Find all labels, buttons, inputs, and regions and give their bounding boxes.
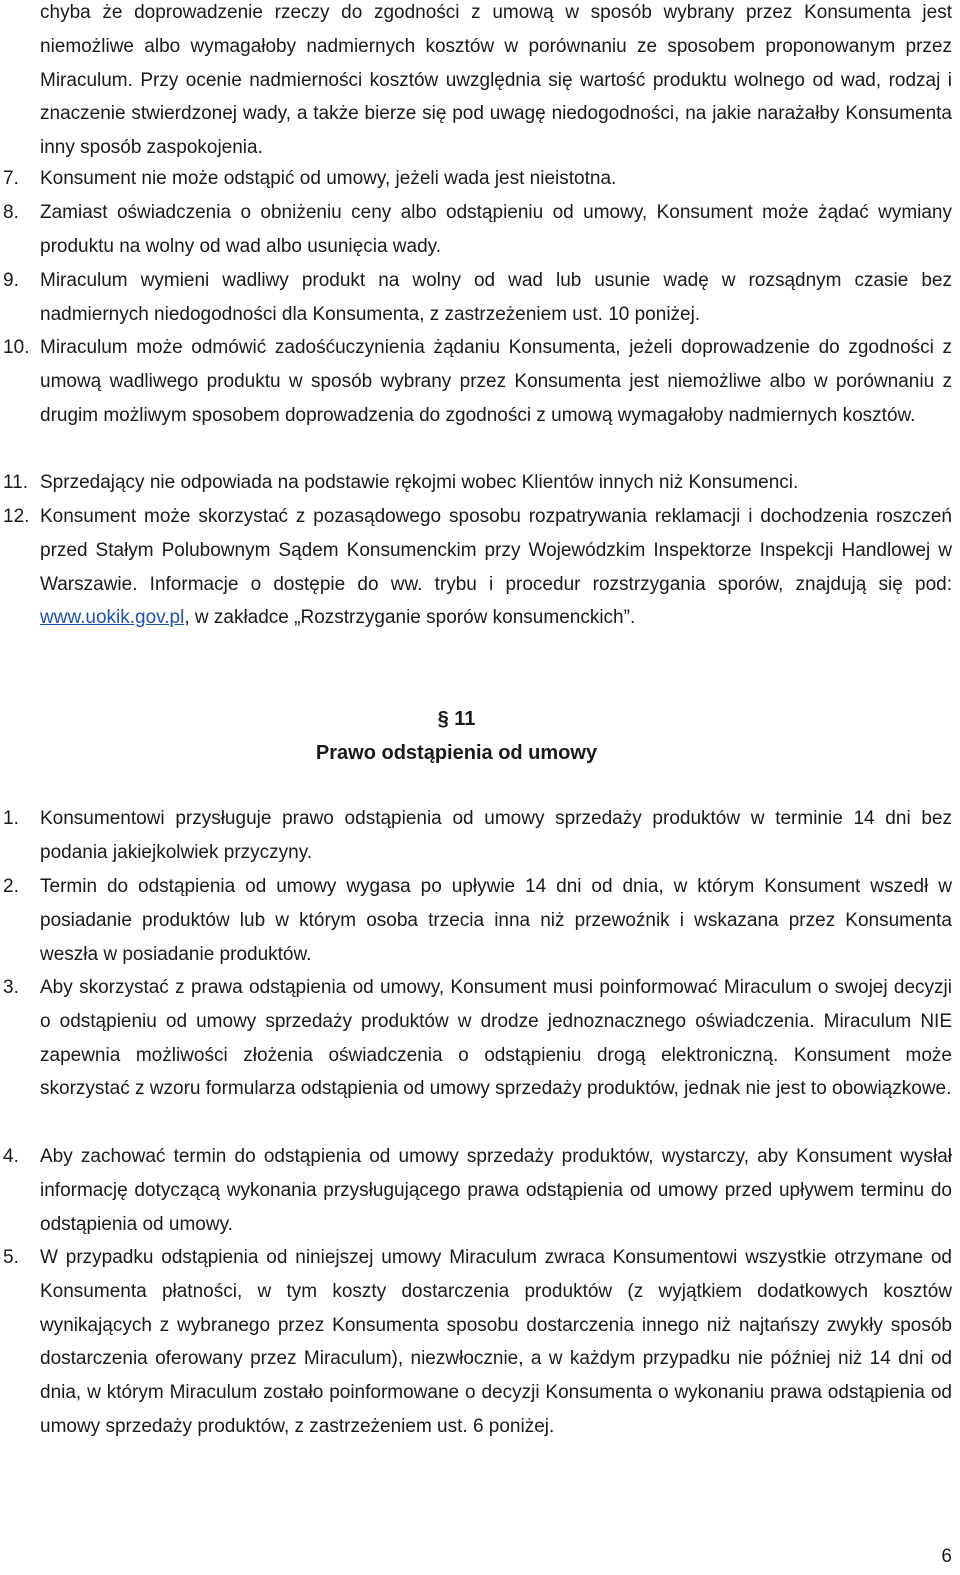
item-text: Sprzedający nie odpowiada na podstawie rękojmi wobec Klientów innych niż Konsumenci.	[40, 472, 799, 493]
item-number: 5.	[3, 1247, 19, 1268]
list-item-10	[0, 331, 952, 432]
page-number: 6	[941, 1546, 952, 1567]
item-text: Aby zachować termin do odstąpienia od umowy sprzedaży produktów, wystarczy, aby Konsument wysłał informację dotyczącą wykonania przysługującego prawa odstąpienia od umowy przed upływem terminu do odstąpienia od umowy.	[40, 1146, 952, 1235]
list-item-4	[0, 1140, 952, 1241]
item-text: Konsumentowi przysługuje prawo odstąpienia od umowy sprzedaży produktów w terminie 14 dni bez podania jakiejkolwiek przyczyny.	[40, 808, 952, 863]
item-number: 7.	[3, 168, 19, 189]
list-item-2	[0, 870, 952, 971]
item-number: 3.	[3, 977, 19, 998]
continuation-paragraph: chyba że doprowadzenie rzeczy do zgodności z umową w sposób wybrany przez Konsumenta jest niemożliwe albo wymagałoby nadmiernych kosztów w porównaniu ze sposobem proponowanym przez Miraculum. Przy ocenie nadmierności kosztów uwzględnia się wartość produktu wolnego od wad, rodzaj i znaczenie stwierdzonej wady, a także bierze się pod uwagę niedogodności, na jakie narażałby Konsumenta inny sposób zaspokojenia.	[40, 2, 952, 159]
uokik-link[interactable]: www.uokik.gov.pl	[40, 607, 185, 629]
list-item-12	[0, 500, 952, 635]
item-number: 8.	[3, 202, 19, 223]
item-text: Zamiast oświadczenia o obniżeniu ceny albo odstąpieniu od umowy, Konsument może żądać wymiany produktu na wolny od wad albo usunięcia wady.	[40, 202, 952, 257]
item-number: 9.	[3, 270, 19, 291]
item-text: Miraculum wymieni wadliwy produkt na wolny od wad lub usunie wadę w rozsądnym czasie bez nadmiernych niedogodności dla Konsumenta, z zastrzeżeniem ust. 10 poniżej.	[40, 270, 952, 325]
item-text	[40, 500, 952, 635]
item-text: Aby skorzystać z prawa odstąpienia od umowy, Konsument musi poinformować Miraculum o swojej decyzji o odstąpieniu od umowy sprzedaży produktów w drodze jednoznacznego oświadczenia. Miraculum NIE zapewnia możliwości złożenia oświadczenia o odstąpieniu drogą elektroniczną. Konsument może skorzystać z wzoru formularza odstąpienia od umowy sprzedaży produktów, jednak nie jest to obowiązkowe.	[40, 977, 952, 1100]
list-item-8	[0, 196, 952, 264]
item-text: Konsument nie może odstąpić od umowy, jeżeli wada jest nieistotna.	[40, 168, 617, 189]
item-text-after-link: , w zakładce „Rozstrzyganie sporów konsumenckich”.	[184, 607, 636, 629]
item-number: 11.	[3, 472, 29, 493]
section-number: § 11	[437, 708, 476, 730]
item-text-before-link: Konsument może skorzystać z pozasądowego sposobu rozpatrywania reklamacji i dochodzenia roszczeń przed Stałym Polubownym Sądem Konsumenckim przy Wojewódzkim Inspektorze Inspekcji Handlowej w Warszawie. Informacje o dostępie do ww. trybu i procedur rozstrzygania sporów, znajdują się pod:	[40, 506, 952, 595]
item-number: 12.	[3, 506, 30, 527]
list-item-3	[0, 971, 952, 1106]
item-number: 10.	[3, 337, 30, 358]
list-item-9	[0, 264, 952, 332]
item-number: 1.	[3, 808, 19, 829]
list-item-5	[0, 1241, 952, 1444]
item-text: Termin do odstąpienia od umowy wygasa po upływie 14 dni od dnia, w którym Konsument wszedł w posiadanie produktów lub w którym osoba trzecia inna niż przewoźnik i wskazana przez Konsumenta weszła w posiadanie produktów.	[40, 876, 952, 965]
item-number: 4.	[3, 1146, 19, 1167]
list-item-11	[0, 466, 952, 500]
item-number: 2.	[3, 876, 19, 897]
list-item-1	[0, 802, 952, 870]
item-text: Miraculum może odmówić zadośćuczynienia żądaniu Konsumenta, jeżeli doprowadzenie do zgodności z umową wadliwego produktu w sposób wybrany przez Konsumenta jest niemożliwe albo w porównaniu z drugim możliwym sposobem doprowadzenia do zgodności z umową wymagałoby nadmiernych kosztów.	[40, 337, 952, 426]
item-text: W przypadku odstąpienia od niniejszej umowy Miraculum zwraca Konsumentowi wszystkie otrzymane od Konsumenta płatności, w tym koszty dostarczenia produktów (z wyjątkiem dodatkowych kosztów wynikających z wybranego przez Konsumenta sposobu dostarczenia innego niż najtańszy zwykły sposób dostarczenia oferowany przez Miraculum), niezwłocznie, a w każdym przypadku nie później niż 14 dni od dnia, w którym Miraculum zostało poinformowane o decyzji Konsumenta o wykonaniu prawa odstąpienia od umowy sprzedaży produktów, z zastrzeżeniem ust. 6 poniżej.	[40, 1247, 952, 1437]
list-item-7	[0, 162, 952, 196]
section-title: Prawo odstąpienia od umowy	[315, 742, 598, 764]
